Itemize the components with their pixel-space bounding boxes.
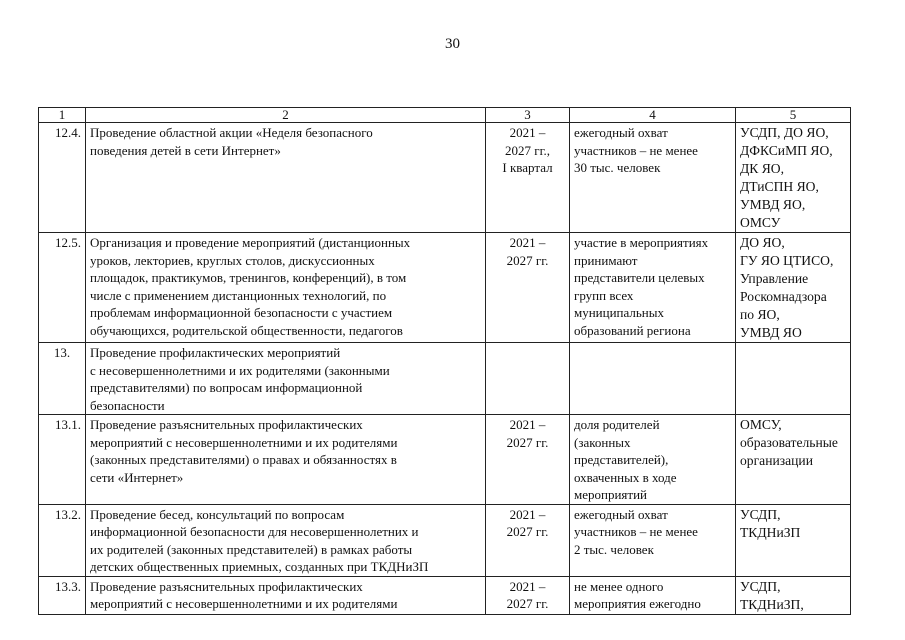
table-row xyxy=(39,123,851,233)
executors-cell xyxy=(736,504,851,576)
term-cell-line: 2021 – xyxy=(509,235,546,250)
indicator-cell-line: (законных xyxy=(574,434,631,450)
executors-cell-line: ГУ ЯО ЦТИСО, xyxy=(740,253,834,268)
activity-cell-line: Проведение разъяснительных профилактических xyxy=(90,417,363,432)
indicator-cell-line: ежегодный охват xyxy=(574,506,668,522)
term-cell-line: 2027 гг., xyxy=(505,142,550,158)
indicator-cell-line: доля родителей xyxy=(574,417,660,432)
term-cell xyxy=(486,576,570,614)
indicator-cell-line: участие в мероприятиях xyxy=(574,235,709,250)
table-row xyxy=(39,576,851,614)
indicator-cell-line: участников – не менее xyxy=(574,524,698,539)
term-cell-line: 2027 гг. xyxy=(506,524,549,539)
term-cell-line: I квартал xyxy=(502,160,553,175)
indicator-cell xyxy=(570,233,736,343)
indicator-cell-line: мероприятий xyxy=(574,487,647,502)
indicator-cell xyxy=(570,123,736,233)
executors-cell xyxy=(736,123,851,233)
activity-cell-line: мероприятий с несовершеннолетними и их родителями xyxy=(90,434,398,450)
measures-table xyxy=(38,107,851,615)
executors-cell-line: ТКДНиЗП, xyxy=(740,596,804,612)
indicator-cell xyxy=(570,576,736,614)
item-number: 12.4. xyxy=(39,123,86,233)
activity-cell xyxy=(86,576,486,614)
col-header-activity: 2 xyxy=(86,108,486,123)
executors-cell-line: ДК ЯО, xyxy=(740,161,785,176)
col-header-executors: 5 xyxy=(736,108,851,123)
executors-cell-line: Роскомнадзора xyxy=(740,289,827,304)
term-cell xyxy=(486,123,570,233)
term-cell-line: 2027 гг. xyxy=(506,596,549,611)
executors-cell-line: организации xyxy=(740,453,813,468)
item-number: 13.1. xyxy=(39,415,86,505)
indicator-cell-line: представители целевых xyxy=(574,270,705,285)
indicator-cell-line: участников – не менее xyxy=(574,142,698,158)
indicator-cell-line: представителей), xyxy=(574,452,669,467)
executors-cell xyxy=(736,576,851,614)
indicator-cell-line: образований региона xyxy=(574,322,691,338)
term-cell xyxy=(486,343,570,415)
term-cell xyxy=(486,504,570,576)
term-cell-line: 2021 – xyxy=(509,506,546,522)
indicator-cell-line: 2 тыс. человек xyxy=(574,541,654,557)
executors-cell xyxy=(736,415,851,505)
activity-cell-line: безопасности xyxy=(90,397,165,413)
executors-cell-line: УСДП, xyxy=(740,578,781,594)
activity-cell-line: сети «Интернет» xyxy=(90,469,184,485)
executors-cell-line: УМВД ЯО xyxy=(740,325,802,340)
activity-cell-line: поведения детей в сети Интернет» xyxy=(90,142,281,158)
activity-cell-line: Проведение бесед, консультаций по вопросам xyxy=(90,506,345,522)
executors-cell-line: ДТиСПН ЯО, xyxy=(740,179,819,194)
executors-cell-line: Управление xyxy=(740,271,809,286)
col-header-indicator: 4 xyxy=(570,108,736,123)
item-number: 13.3. xyxy=(39,576,86,614)
indicator-cell xyxy=(570,415,736,505)
table-row xyxy=(39,504,851,576)
indicator-cell-line: принимают xyxy=(574,252,638,268)
executors-cell-line: образовательные xyxy=(740,435,838,450)
term-cell-line: 2027 гг. xyxy=(506,434,549,450)
term-cell-line: 2021 – xyxy=(509,417,546,432)
term-cell-line: 2027 гг. xyxy=(506,252,549,268)
activity-cell-line: информационной безопасности для несовершеннолетних и xyxy=(90,524,419,539)
executors-cell-line: ДО ЯО, xyxy=(740,235,785,250)
activity-cell-line: проблемам информационной безопасности с участием xyxy=(90,305,393,320)
table-header-row xyxy=(39,108,851,123)
indicator-cell-line: мероприятия ежегодно xyxy=(574,596,701,611)
activity-cell-line: обучающихся, родительской общественности, педагогов xyxy=(90,322,403,338)
executors-cell-line: по ЯО, xyxy=(740,307,780,322)
activity-cell-line: Проведение разъяснительных профилактических xyxy=(90,578,363,594)
executors-cell xyxy=(736,233,851,343)
table-row xyxy=(39,415,851,505)
indicator-cell-line: 30 тыс. человек xyxy=(574,160,661,175)
item-number: 13. xyxy=(39,343,86,415)
indicator-cell-line: муниципальных xyxy=(574,305,665,320)
executors-cell-line: ДФКСиМП ЯО, xyxy=(740,143,833,158)
indicator-cell-line: групп всех xyxy=(574,287,634,303)
activity-cell xyxy=(86,504,486,576)
indicator-cell xyxy=(570,343,736,415)
term-cell xyxy=(486,415,570,505)
indicator-cell-line: не менее одного xyxy=(574,578,664,594)
col-header-term: 3 xyxy=(486,108,570,123)
activity-cell-line: с несовершеннолетними и их родителями (законными xyxy=(90,362,390,378)
indicator-cell xyxy=(570,504,736,576)
activity-cell xyxy=(86,123,486,233)
item-number: 13.2. xyxy=(39,504,86,576)
activity-cell-line: детских общественных приемных, созданных при ТКДНиЗП xyxy=(90,559,429,574)
activity-cell xyxy=(86,233,486,343)
table-row xyxy=(39,343,851,415)
indicator-cell-line: охваченных в ходе xyxy=(574,469,677,485)
executors-cell-line: УМВД ЯО, xyxy=(740,197,806,212)
activity-cell-line: числе с применением дистанционных технологий, по xyxy=(90,287,387,303)
term-cell-line: 2021 – xyxy=(509,578,546,594)
activity-cell-line: их родителей (законных представителей) в рамках работы xyxy=(90,541,413,557)
executors-cell-line: УСДП, xyxy=(740,506,781,522)
activity-cell xyxy=(86,415,486,505)
activity-cell-line: площадок, практикумов, тренингов, конференций), в том xyxy=(90,270,407,285)
item-number: 12.5. xyxy=(39,233,86,343)
activity-cell xyxy=(86,343,486,415)
term-cell xyxy=(486,233,570,343)
table-row xyxy=(39,233,851,343)
activity-cell-line: Проведение областной акции «Неделя безопасного xyxy=(90,125,373,140)
activity-cell-line: представителями) по вопросам информационной xyxy=(90,380,363,395)
executors-cell xyxy=(736,343,851,415)
executors-cell-line: ТКДНиЗП xyxy=(740,524,801,540)
activity-cell-line: Проведение профилактических мероприятий xyxy=(90,345,341,360)
activity-cell-line: мероприятий с несовершеннолетними и их родителями xyxy=(90,596,398,611)
activity-cell-line: Организация и проведение мероприятий (дистанционных xyxy=(90,235,411,250)
executors-cell-line: ОМСУ, xyxy=(740,417,782,432)
executors-cell-line: ОМСУ xyxy=(740,215,781,230)
page-number: 30 xyxy=(445,36,460,52)
activity-cell-line: уроков, лекториев, круглых столов, дискуссионных xyxy=(90,252,375,268)
activity-cell-line: (законных представителями) о правах и обязанностях в xyxy=(90,452,397,467)
indicator-cell-line: ежегодный охват xyxy=(574,125,668,140)
executors-cell-line: УСДП, ДО ЯО, xyxy=(740,125,829,140)
term-cell-line: 2021 – xyxy=(509,125,546,140)
col-header-number: 1 xyxy=(39,108,86,123)
